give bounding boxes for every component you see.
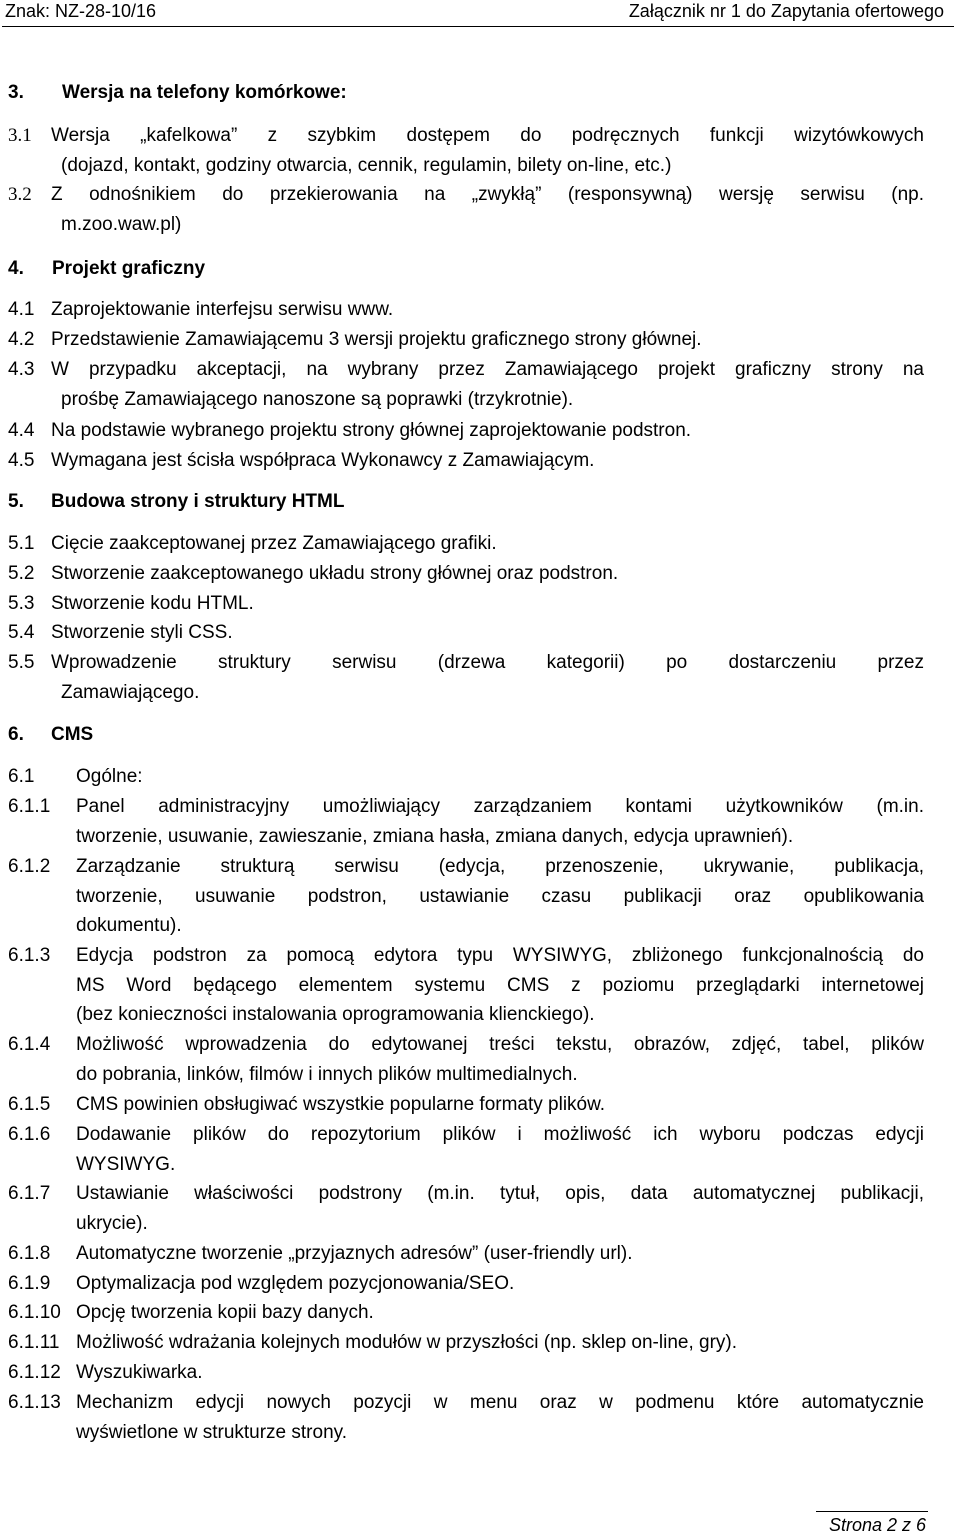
- cms-item-number: 6.1.2: [8, 856, 51, 877]
- cms-item-text: Zarządzanie strukturą serwisu (edycja, przenoszenie, ukrywanie, publikacja,: [76, 856, 924, 877]
- cms-item-text: Opcję tworzenia kopii bazy danych.: [76, 1302, 374, 1323]
- cms-item-number: 6.1.13: [8, 1392, 61, 1413]
- cms-item-number: 6.1.7: [8, 1183, 51, 1204]
- cms-item-text: tworzenie, usuwanie, zawieszanie, zmiana hasła, zmiana danych, edycja uprawnień).: [76, 826, 794, 847]
- cms-item-text: (bez konieczności instalowania oprogramowania klienckiego).: [76, 1004, 595, 1025]
- cms-item-text: Panel administracyjny umożliwiający zarządzaniem kontami użytkowników (m.in.: [76, 796, 924, 817]
- cms-item-number: 6.1.11: [8, 1332, 60, 1353]
- cms-item-text: Ustawianie właściwości podstrony (m.in. tytuł, opis, data automatycznej publikacji,: [76, 1183, 924, 1204]
- cms-item-text: WYSIWYG.: [76, 1154, 176, 1175]
- cms-item-number: 6.1.12: [8, 1362, 61, 1383]
- cms-item-text: Mechanizm edycji nowych pozycji w menu oraz w podmenu które automatycznie: [76, 1392, 924, 1413]
- cms-item-text: Automatyczne tworzenie „przyjaznych adresów” (user-friendly url).: [76, 1243, 633, 1264]
- header-divider: [2, 26, 954, 27]
- cms-item-text: dokumentu).: [76, 915, 182, 936]
- footer-divider: [816, 1511, 928, 1512]
- cms-item-text: Edycja podstron za pomocą edytora typu WYSIWYG, zbliżonego funkcjonalnością do: [76, 945, 924, 966]
- cms-item-number: 6.1.9: [8, 1273, 51, 1294]
- cms-item-text: tworzenie, usuwanie podstron, ustawianie czasu publikacji oraz opublikowania: [76, 886, 924, 907]
- cms-item-number: 6.1.6: [8, 1124, 51, 1145]
- cms-item-text: wyświetlone w strukturze strony.: [76, 1422, 348, 1443]
- cms-item-number: 6.1.3: [8, 945, 51, 966]
- cms-item-number: 6.1.10: [8, 1302, 61, 1323]
- cms-item-text: CMS powinien obsługiwać wszystkie popularne formaty plików.: [76, 1094, 606, 1115]
- cms-item-number: 6.1.1: [8, 796, 51, 817]
- cms-item-number: 6.1.8: [8, 1243, 51, 1264]
- cms-item-text: do pobrania, linków, filmów i innych plików multimedialnych.: [76, 1064, 578, 1085]
- cms-item-text: Wyszukiwarka.: [76, 1362, 203, 1383]
- page-number: Strona 2 z 6: [828, 1515, 926, 1535]
- cms-item-number: 6.1.4: [8, 1034, 51, 1055]
- header-doc-code: Znak: NZ-28-10/16: [5, 1, 157, 21]
- cms-item-text: Możliwość wdrażania kolejnych modułów w przyszłości (np. sklep on-line, gry).: [76, 1332, 738, 1353]
- cms-item-text: ukrycie).: [76, 1213, 148, 1234]
- header-attachment-title: Załącznik nr 1 do Zapytania ofertowego: [628, 1, 944, 21]
- cms-item-text: MS Word będącego elementem systemu CMS z poziomu przeglądarki internetowej: [76, 975, 924, 996]
- cms-item-number: 6.1.5: [8, 1094, 51, 1115]
- cms-item-text: Możliwość wprowadzenia do edytowanej treści tekstu, obrazów, zdjęć, tabel, plików: [76, 1034, 924, 1055]
- cms-item-text: Dodawanie plików do repozytorium plików i możliwość ich wyboru podczas edycji: [76, 1124, 924, 1145]
- cms-item-text: Optymalizacja pod względem pozycjonowania/SEO.: [76, 1273, 515, 1294]
